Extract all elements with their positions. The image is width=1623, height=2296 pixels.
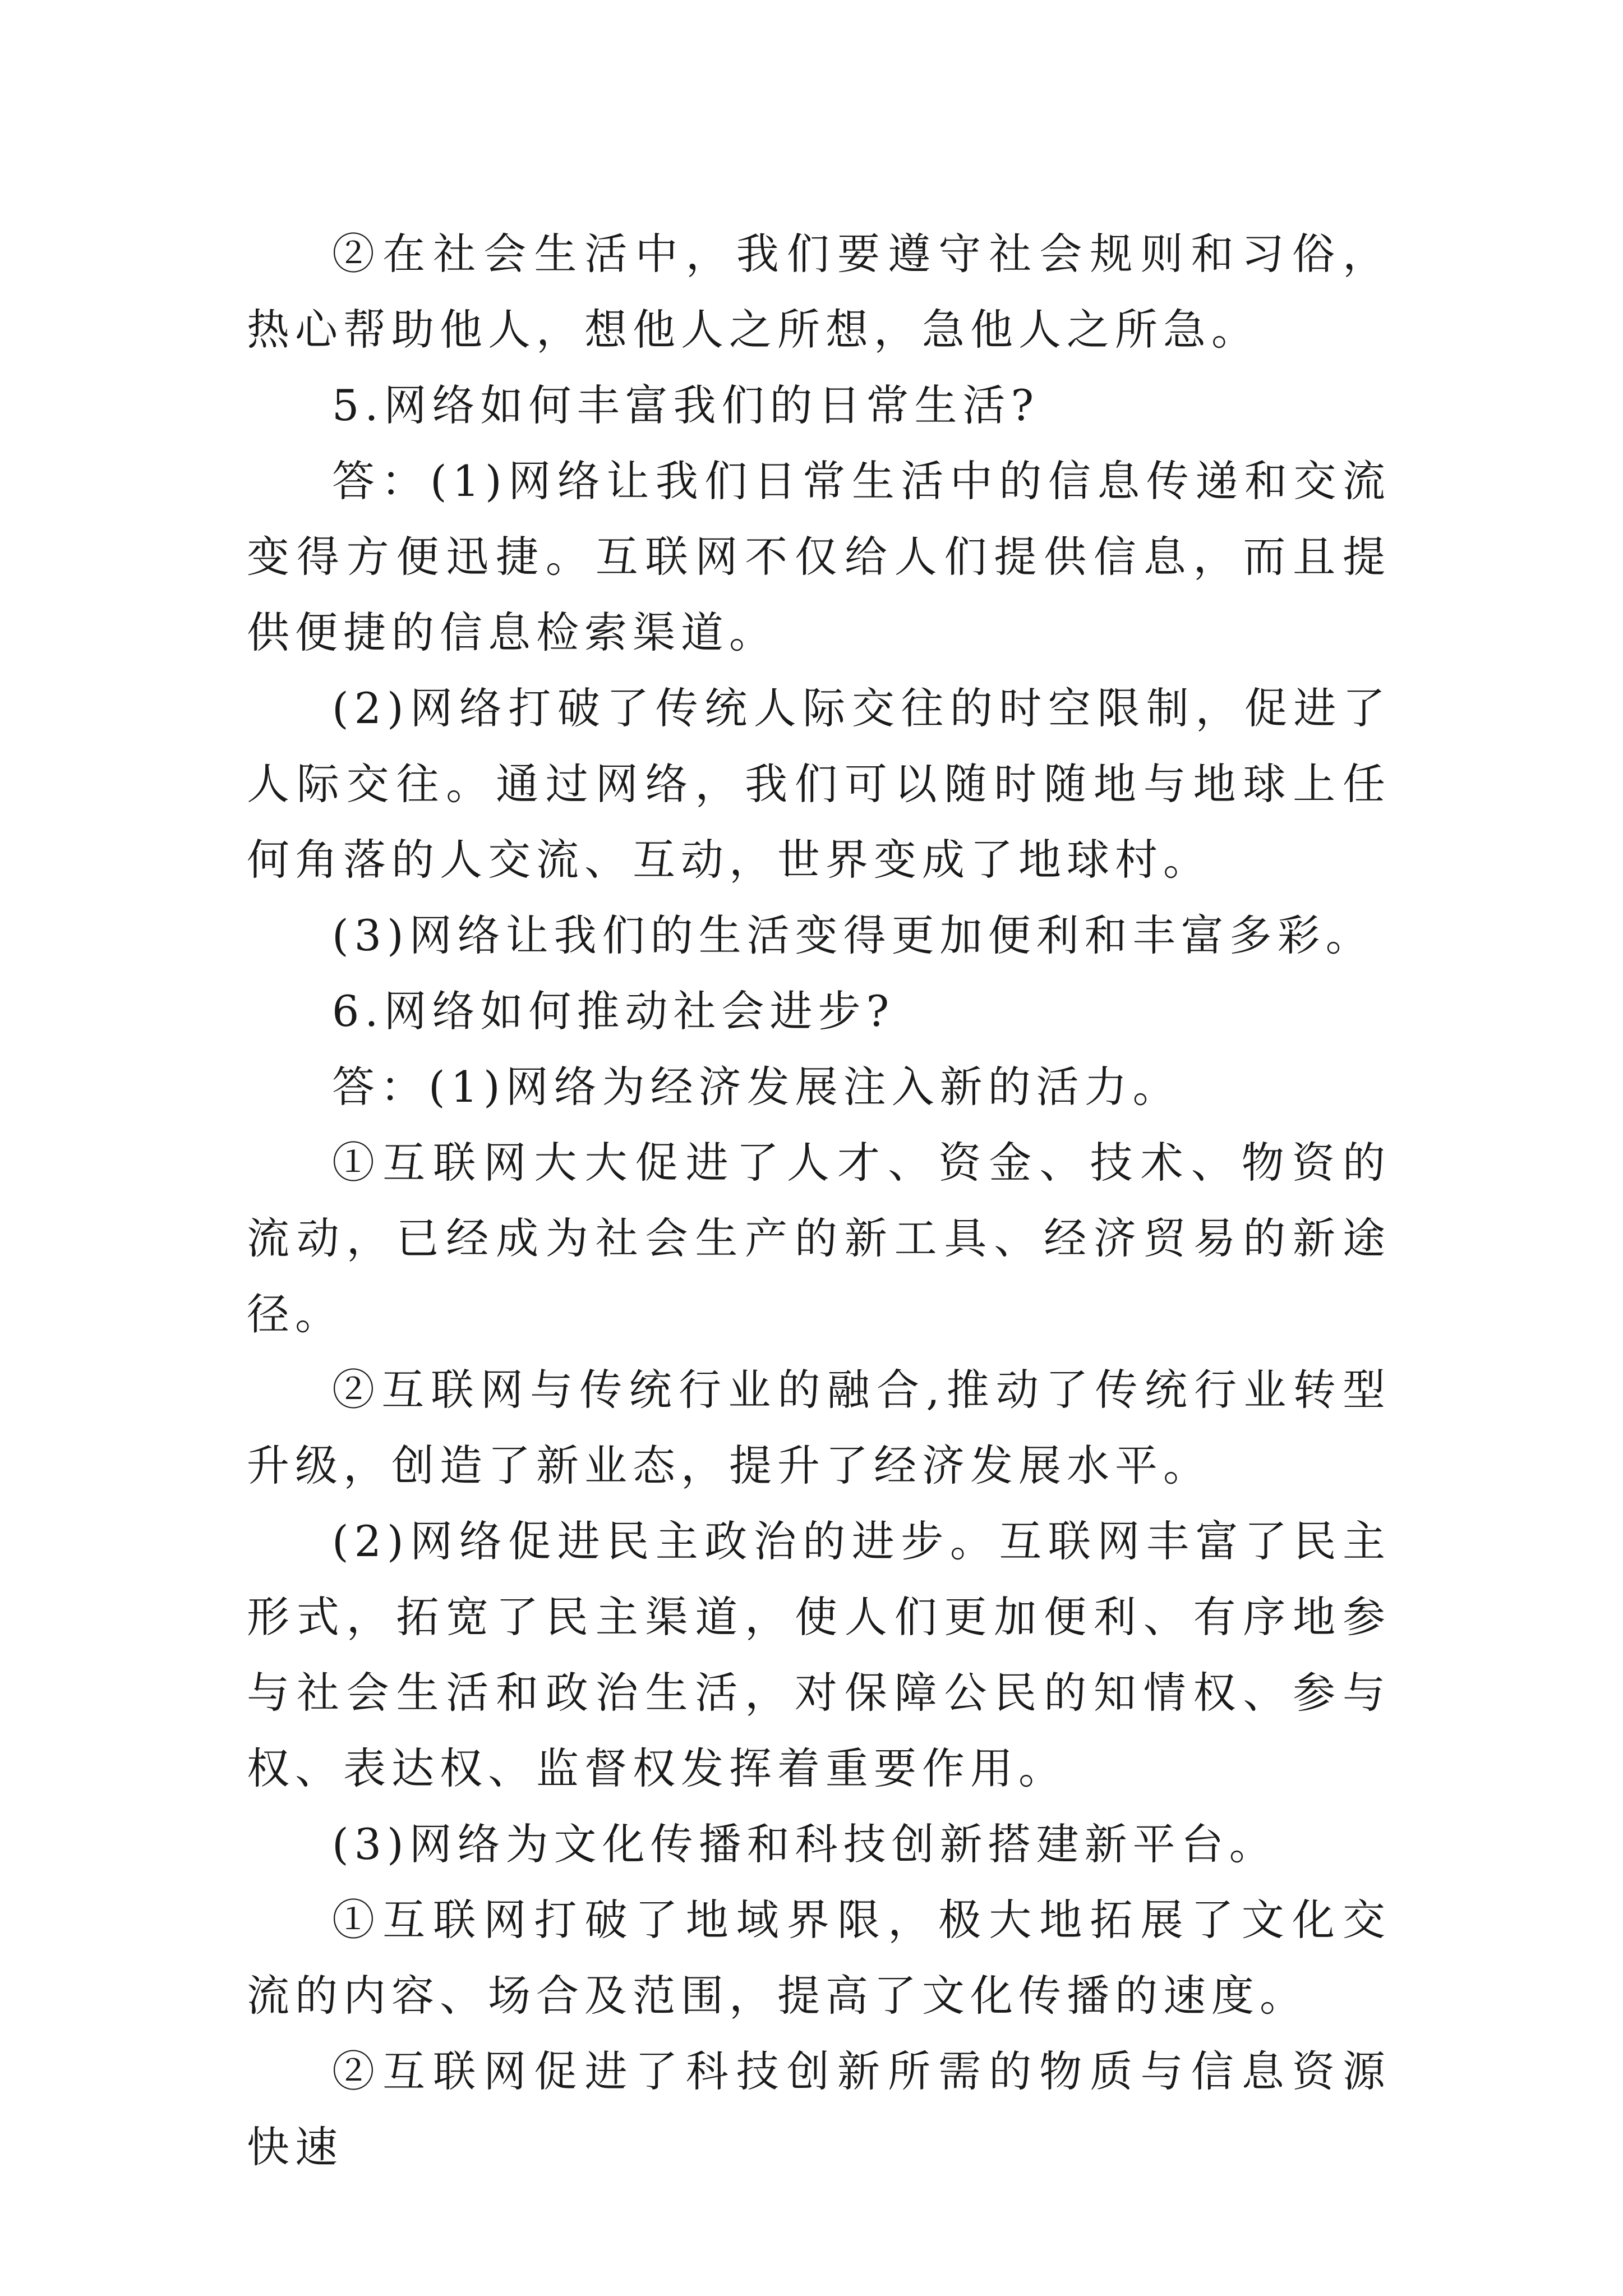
question-heading: 6.网络如何推动社会进步? xyxy=(332,986,895,1036)
paragraph: ②在社会生活中，我们要遵守社会规则和习俗，热心帮助他人，想他人之所想，急他人之所急。 xyxy=(247,229,1391,355)
paragraph: ①互联网大大促进了人才、资金、技术、物资的流动，已经成为社会生产的新工具、经济贸易的新途径。 xyxy=(247,1138,1391,1339)
paragraph: (2)网络促进民主政治的进步。互联网丰富了民主形式，拓宽了民主渠道，使人们更加便利、有序地参与社会生活和政治生活，对保障公民的知情权、参与权、表达权、监督权发挥着重要作用。 xyxy=(247,1516,1391,1793)
paragraph: ①互联网打破了地域界限，极大地拓展了文化交流的内容、场合及范围，提高了文化传播的速度。 xyxy=(247,1895,1391,2021)
paragraph: ②互联网与传统行业的融合,推动了传统行业转型升级，创造了新业态，提升了经济发展水平。 xyxy=(247,1365,1391,1490)
document-body xyxy=(247,216,1391,2185)
paragraph: (3)网络为文化传播和科技创新搭建新平台。 xyxy=(332,1819,1278,1869)
paragraph: 答：(1)网络让我们日常生活中的信息传递和交流变得方便迅捷。互联网不仅给人们提供信息，而且提供便捷的信息检索渠道。 xyxy=(247,456,1391,657)
question-heading: 5.网络如何丰富我们的日常生活? xyxy=(332,380,1040,430)
paragraph: 答：(1)网络为经济发展注入新的活力。 xyxy=(332,1062,1181,1112)
paragraph: (3)网络让我们的生活变得更加便利和丰富多彩。 xyxy=(332,910,1374,960)
paragraph: (2)网络打破了传统人际交往的时空限制，促进了人际交往。通过网络，我们可以随时随地与地球上任何角落的人交流、互动，世界变成了地球村。 xyxy=(247,683,1391,885)
paragraph: ②互联网促进了科技创新所需的物质与信息资源快速 xyxy=(247,2046,1391,2172)
